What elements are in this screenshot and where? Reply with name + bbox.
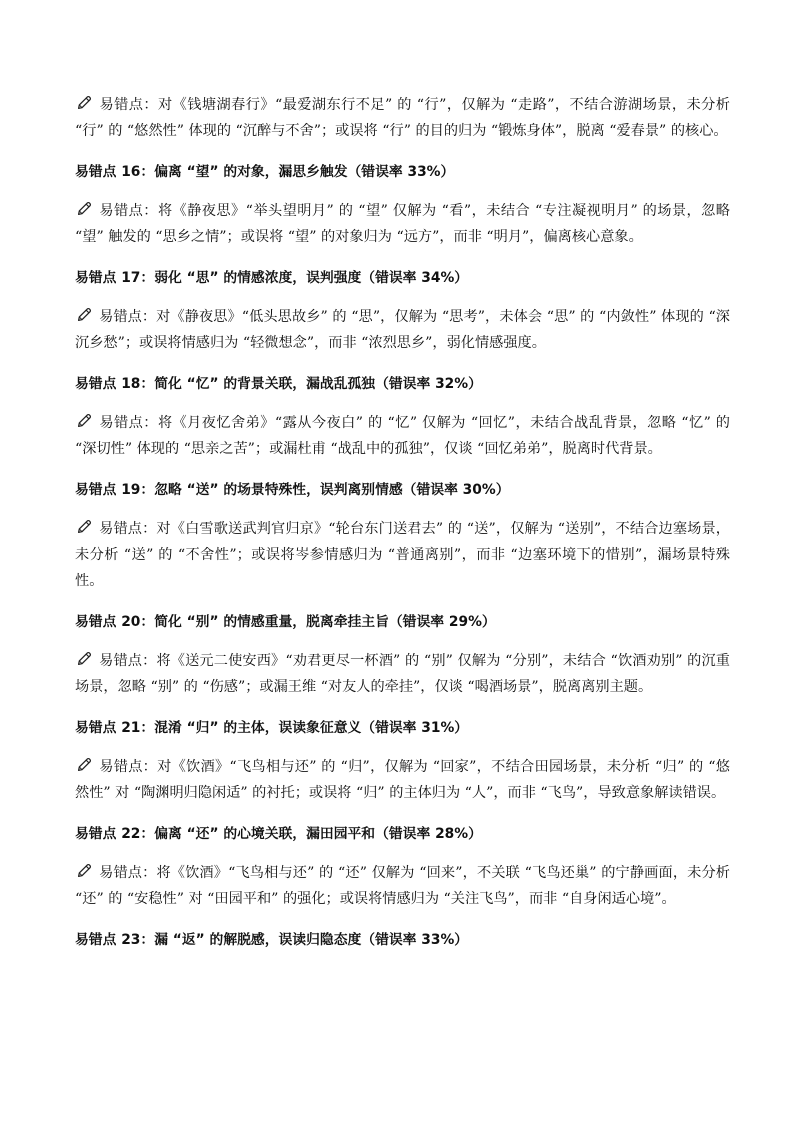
note-prefix: 易错点：	[99, 203, 158, 219]
note-prefix: 易错点：	[99, 97, 158, 113]
section-heading: 易错点 23：漏 “返” 的解脱感，误读归隐态度（错误率 33%）	[75, 932, 469, 948]
section-heading: 易错点 19：忽略 “送” 的场景特殊性，误判离别情感（错误率 30%）	[75, 482, 510, 498]
note-prefix: 易错点：	[99, 415, 158, 431]
section-heading: 易错点 20：简化 “别” 的情感重量，脱离牵挂主旨（错误率 29%）	[75, 614, 496, 630]
section-heading: 易错点 22：偏离 “还” 的心境关联，漏田园平和（错误率 28%）	[75, 826, 482, 842]
pencil-icon	[75, 862, 93, 880]
section-heading: 易错点 17：弱化 “思” 的情感浓度，误判强度（错误率 34%）	[75, 270, 469, 286]
note-paragraph	[75, 516, 730, 594]
note-prefix: 易错点：	[99, 759, 158, 775]
pencil-icon	[75, 650, 93, 668]
note-text: 对《静夜思》“低头思故乡” 的 “思”，仅解为 “思考”，未体会 “思” 的 “内敛性” 体现的 “深沉乡愁”；或误将情感归为 “轻微想念”，而非 “浓烈思乡”，弱化情感强度。	[75, 309, 730, 351]
note-prefix: 易错点：	[99, 653, 157, 669]
note-text: 将《饮酒》“飞鸟相与还” 的 “还” 仅解为 “回来”，不关联 “飞鸟还巢” 的宁静画面，未分析 “还” 的 “安稳性” 对 “田园平和” 的强化；或误将情感归为 “关注飞鸟”，而非 “自身闲适心境”。	[75, 865, 730, 907]
note-paragraph	[75, 648, 730, 700]
note-text: 对《白雪歌送武判官归京》“轮台东门送君去” 的 “送”，仅解为 “送别”，不结合边塞场景，未分析 “送” 的 “不舍性”；或误将岑参情感归为 “普通离别”，而非 “边塞环境下的惜别”，漏场景特殊性。	[75, 521, 730, 589]
note-paragraph	[75, 860, 730, 912]
note-prefix: 易错点：	[99, 865, 157, 881]
pencil-icon	[75, 756, 93, 774]
section-heading: 易错点 16：偏离 “望” 的对象，漏思乡触发（错误率 33%）	[75, 164, 455, 180]
note-paragraph	[75, 410, 730, 462]
note-prefix: 易错点：	[99, 309, 157, 325]
note-text: 将《月夜忆舍弟》“露从今夜白” 的 “忆” 仅解为 “回忆”，未结合战乱背景，忽略 “忆” 的 “深切性” 体现的 “思亲之苦”；或漏杜甫 “战乱中的孤独”，仅谈 “回忆弟弟”，脱离时代背景。	[75, 415, 730, 457]
pencil-icon	[75, 200, 93, 218]
document-page	[75, 92, 730, 950]
note-paragraph	[75, 198, 730, 250]
note-paragraph	[75, 92, 730, 144]
note-text: 对《饮酒》“飞鸟相与还” 的 “归”，仅解为 “回家”，不结合田园场景，未分析 “归” 的 “悠然性” 对 “陶渊明归隐闲适” 的衬托；或误将 “归” 的主体归为 “人”，而非 “飞鸟”，导致意象解读错误。	[75, 759, 730, 801]
pencil-icon	[75, 94, 93, 112]
note-paragraph	[75, 754, 730, 806]
pencil-icon	[75, 518, 93, 536]
pencil-icon	[75, 306, 93, 324]
section-heading: 易错点 21：混淆 “归” 的主体，误读象征意义（错误率 31%）	[75, 720, 469, 736]
note-text: 将《送元二使安西》“劝君更尽一杯酒” 的 “别” 仅解为 “分别”，未结合 “饮酒劝别” 的沉重场景，忽略 “别” 的 “伤感”；或漏王维 “对友人的牵挂”，仅谈 “喝酒场景”，脱离离别主题。	[75, 653, 730, 695]
note-paragraph	[75, 304, 730, 356]
note-text: 将《静夜思》“举头望明月” 的 “望” 仅解为 “看”，未结合 “专注凝视明月” 的场景，忽略 “望” 触发的 “思乡之情”；或误将 “望” 的对象归为 “远方”，而非 “明月”，偏离核心意象。	[75, 203, 730, 245]
note-text: 对《钱塘湖春行》“最爱湖东行不足” 的 “行”，仅解为 “走路”，不结合游湖场景，未分析 “行” 的 “悠然性” 体现的 “沉醉与不舍”；或误将 “行” 的目的归为 “锻炼身体”，脱离 “爱春景” 的核心。	[75, 97, 730, 139]
pencil-icon	[75, 412, 93, 430]
note-prefix: 易错点：	[99, 521, 157, 537]
section-heading: 易错点 18：简化 “忆” 的背景关联，漏战乱孤独（错误率 32%）	[75, 376, 482, 392]
